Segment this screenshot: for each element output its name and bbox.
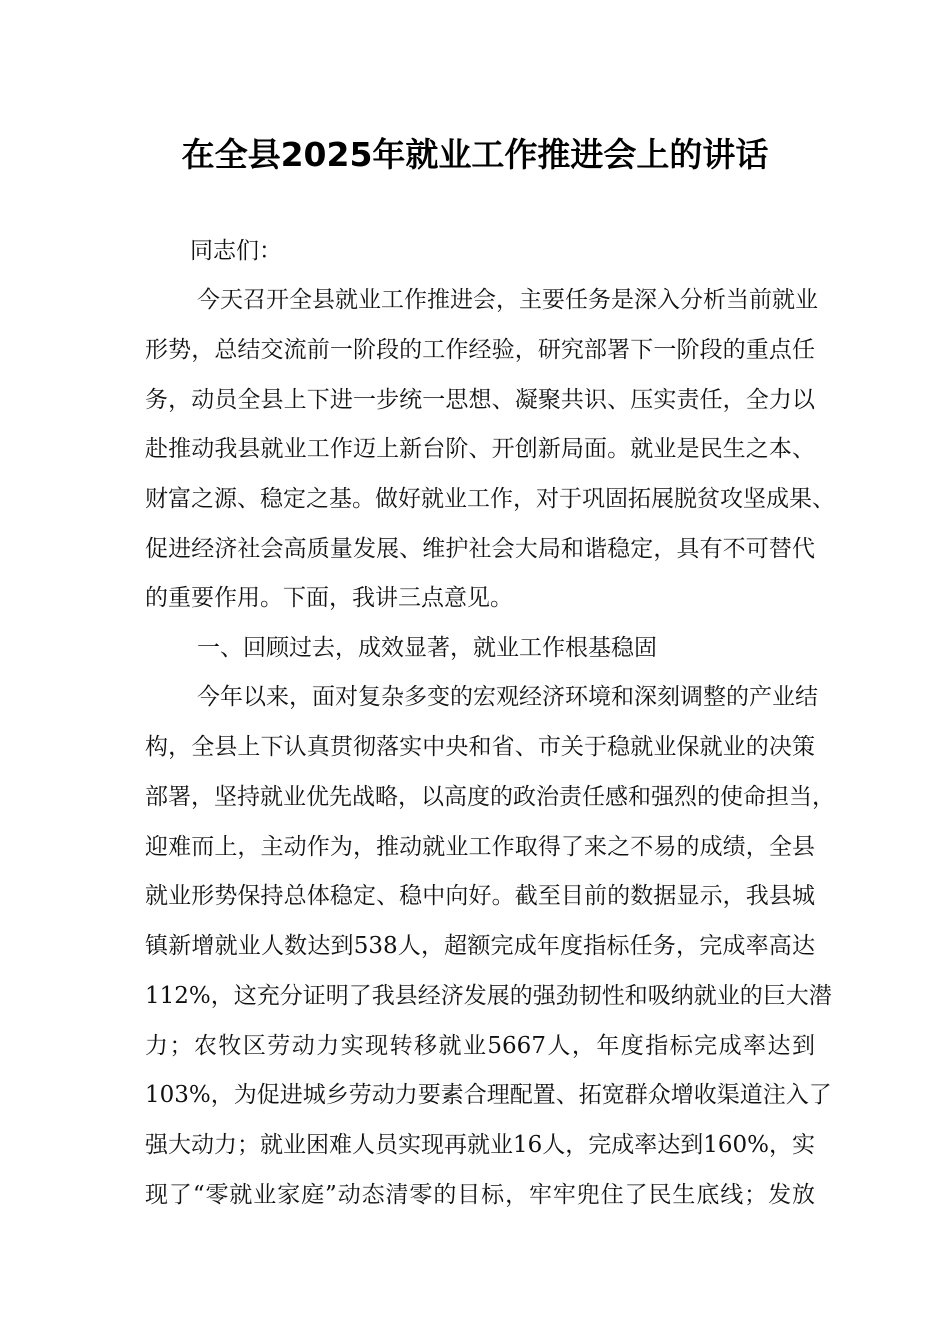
text-line: 就业形势保持总体稳定、稳中向好。截至目前的数据显示，我县城 [145, 883, 815, 909]
text-line: 构，全县上下认真贯彻落实中央和省、市关于稳就业保就业的决策 [145, 734, 815, 760]
text-line: 部署，坚持就业优先战略，以高度的政治责任感和强烈的使命担当， [145, 784, 835, 810]
salutation: 同志们： [190, 238, 282, 264]
text-line: 的重要作用。下面，我讲三点意见。 [145, 585, 513, 611]
text-line: 112%，这充分证明了我县经济发展的强劲韧性和吸纳就业的巨大潜 [145, 983, 832, 1009]
section-heading: 一、回顾过去，成效显著，就业工作根基稳固 [197, 635, 657, 661]
text-line: 今年以来，面对复杂多变的宏观经济环境和深刻调整的产业结 [197, 684, 818, 710]
text-line: 财富之源、稳定之基。做好就业工作，对于巩固拓展脱贫攻坚成果、 [145, 486, 835, 512]
text-line: 103%，为促进城乡劳动力要素合理配置、拓宽群众增收渠道注入了 [145, 1082, 832, 1108]
text-line: 迎难而上，主动作为，推动就业工作取得了来之不易的成绩，全县 [145, 834, 815, 860]
text-line: 形势，总结交流前一阶段的工作经验，研究部署下一阶段的重点任 [145, 337, 815, 363]
text-line: 强大动力；就业困难人员实现再就业16人，完成率达到160%，实 [145, 1132, 816, 1158]
text-line: 今天召开全县就业工作推进会，主要任务是深入分析当前就业 [197, 287, 818, 313]
text-line: 力；农牧区劳动力实现转移就业5667人，年度指标完成率达到 [145, 1033, 815, 1059]
text-line: 务，动员全县上下进一步统一思想、凝聚共识、压实责任，全力以 [145, 387, 815, 413]
document-title: 在全县2025年就业工作推进会上的讲话 [181, 135, 769, 174]
text-line: 现了“零就业家庭”动态清零的目标，牢牢兜住了民生底线；发放 [145, 1182, 815, 1208]
text-line: 促进经济社会高质量发展、维护社会大局和谐稳定，具有不可替代 [145, 536, 815, 562]
text-line: 镇新增就业人数达到538人，超额完成年度指标任务，完成率高达 [145, 933, 815, 959]
text-line: 赴推动我县就业工作迈上新台阶、开创新局面。就业是民生之本、 [145, 436, 815, 462]
